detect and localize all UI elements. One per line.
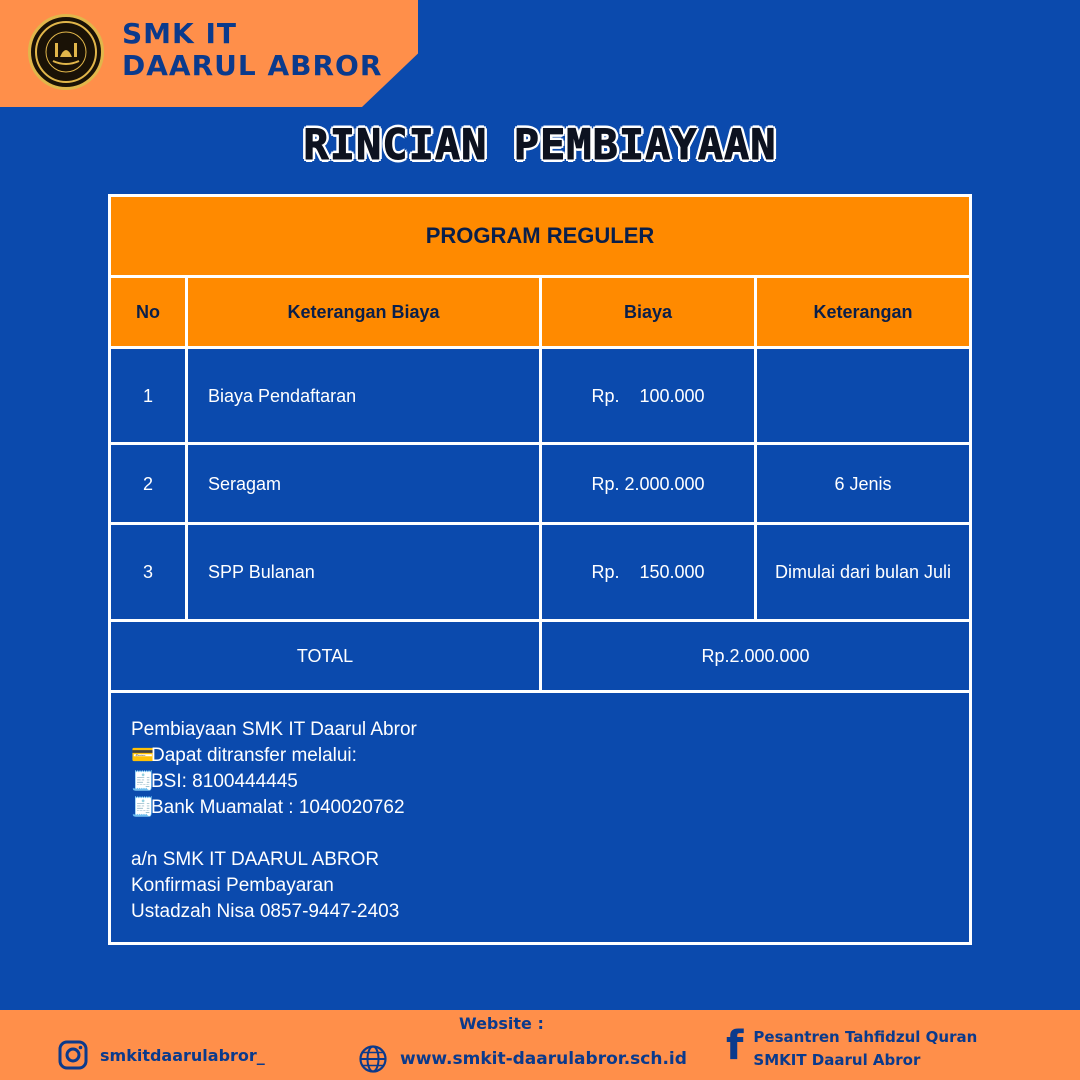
facebook-icon: f bbox=[726, 1023, 744, 1069]
notes-line bbox=[131, 743, 417, 769]
row-3-note: Dimulai dari bulan Juli bbox=[774, 562, 952, 582]
total-value: Rp.2.000.000 bbox=[701, 646, 810, 666]
row-2-item: Seragam bbox=[208, 473, 282, 494]
column-header-cost: Biaya bbox=[542, 278, 754, 346]
school-logo bbox=[28, 14, 104, 90]
website-url: www.smkit-daarulabror.sch.id bbox=[400, 1049, 687, 1069]
row-1-no: 1 bbox=[142, 385, 153, 406]
receipt-icon: 🧾 bbox=[131, 797, 155, 818]
school-name-line2: DAARUL ABROR bbox=[122, 49, 383, 82]
bsi-account: BSI: 8100444445 bbox=[151, 771, 298, 792]
row-1-item: Biaya Pendaftaran bbox=[208, 385, 357, 406]
school-name-line1: SMK IT bbox=[122, 17, 237, 50]
receipt-icon: 🧾 bbox=[131, 771, 155, 792]
website-label: Website : bbox=[459, 1014, 544, 1033]
page-title: RINCIAN PEMBIAYAAN bbox=[303, 120, 777, 169]
notes-line: a/n SMK IT DAARUL ABROR bbox=[131, 849, 380, 870]
facebook-line1: Pesantren Tahfidzul Quran bbox=[753, 1028, 978, 1046]
transfer-text: Dapat ditransfer melalui: bbox=[151, 745, 357, 766]
row-3-no: 3 bbox=[142, 562, 153, 582]
notes-line bbox=[131, 795, 417, 821]
instagram-icon bbox=[58, 1040, 88, 1070]
divider bbox=[111, 690, 969, 693]
spacer bbox=[131, 821, 417, 847]
instagram-handle: smkitdaarulabror_ bbox=[100, 1045, 265, 1065]
credit-card-icon: 💳 bbox=[131, 745, 155, 766]
globe-icon bbox=[358, 1044, 388, 1074]
row-3-item: SPP Bulanan bbox=[208, 562, 315, 582]
website-link[interactable] bbox=[358, 1044, 687, 1074]
facebook-link[interactable] bbox=[726, 1023, 978, 1072]
school-name bbox=[122, 18, 382, 82]
column-header-no: No bbox=[111, 278, 185, 346]
notes-line: Konfirmasi Pembayaran bbox=[131, 875, 334, 896]
program-header: PROGRAM REGULER bbox=[111, 197, 969, 275]
facebook-page-name bbox=[753, 1026, 977, 1072]
row-2-cost: Rp. 2.000.000 bbox=[591, 473, 705, 494]
notes-line bbox=[131, 769, 417, 795]
school-emblem-icon bbox=[33, 19, 99, 85]
notes-line: Pembiayaan SMK IT Daarul Abror bbox=[131, 719, 417, 740]
payment-notes bbox=[131, 717, 417, 925]
muamalat-account: Bank Muamalat : 1040020762 bbox=[151, 797, 405, 818]
fee-table bbox=[108, 194, 972, 945]
facebook-line2: SMKIT Daarul Abror bbox=[753, 1051, 921, 1069]
notes-line: Ustadzah Nisa 0857-9447-2403 bbox=[131, 901, 400, 922]
row-2-no: 2 bbox=[142, 473, 153, 494]
row-2-note: 6 Jenis bbox=[834, 473, 892, 494]
instagram-link[interactable] bbox=[58, 1040, 265, 1070]
row-1-cost: Rp. 100.000 bbox=[591, 385, 705, 406]
footer bbox=[0, 1010, 1080, 1080]
column-header-item: Keterangan Biaya bbox=[188, 278, 539, 346]
column-header-note: Keterangan bbox=[757, 278, 969, 346]
total-label: TOTAL bbox=[296, 646, 354, 666]
row-1-note bbox=[757, 349, 969, 442]
row-3-cost: Rp. 150.000 bbox=[591, 562, 705, 582]
